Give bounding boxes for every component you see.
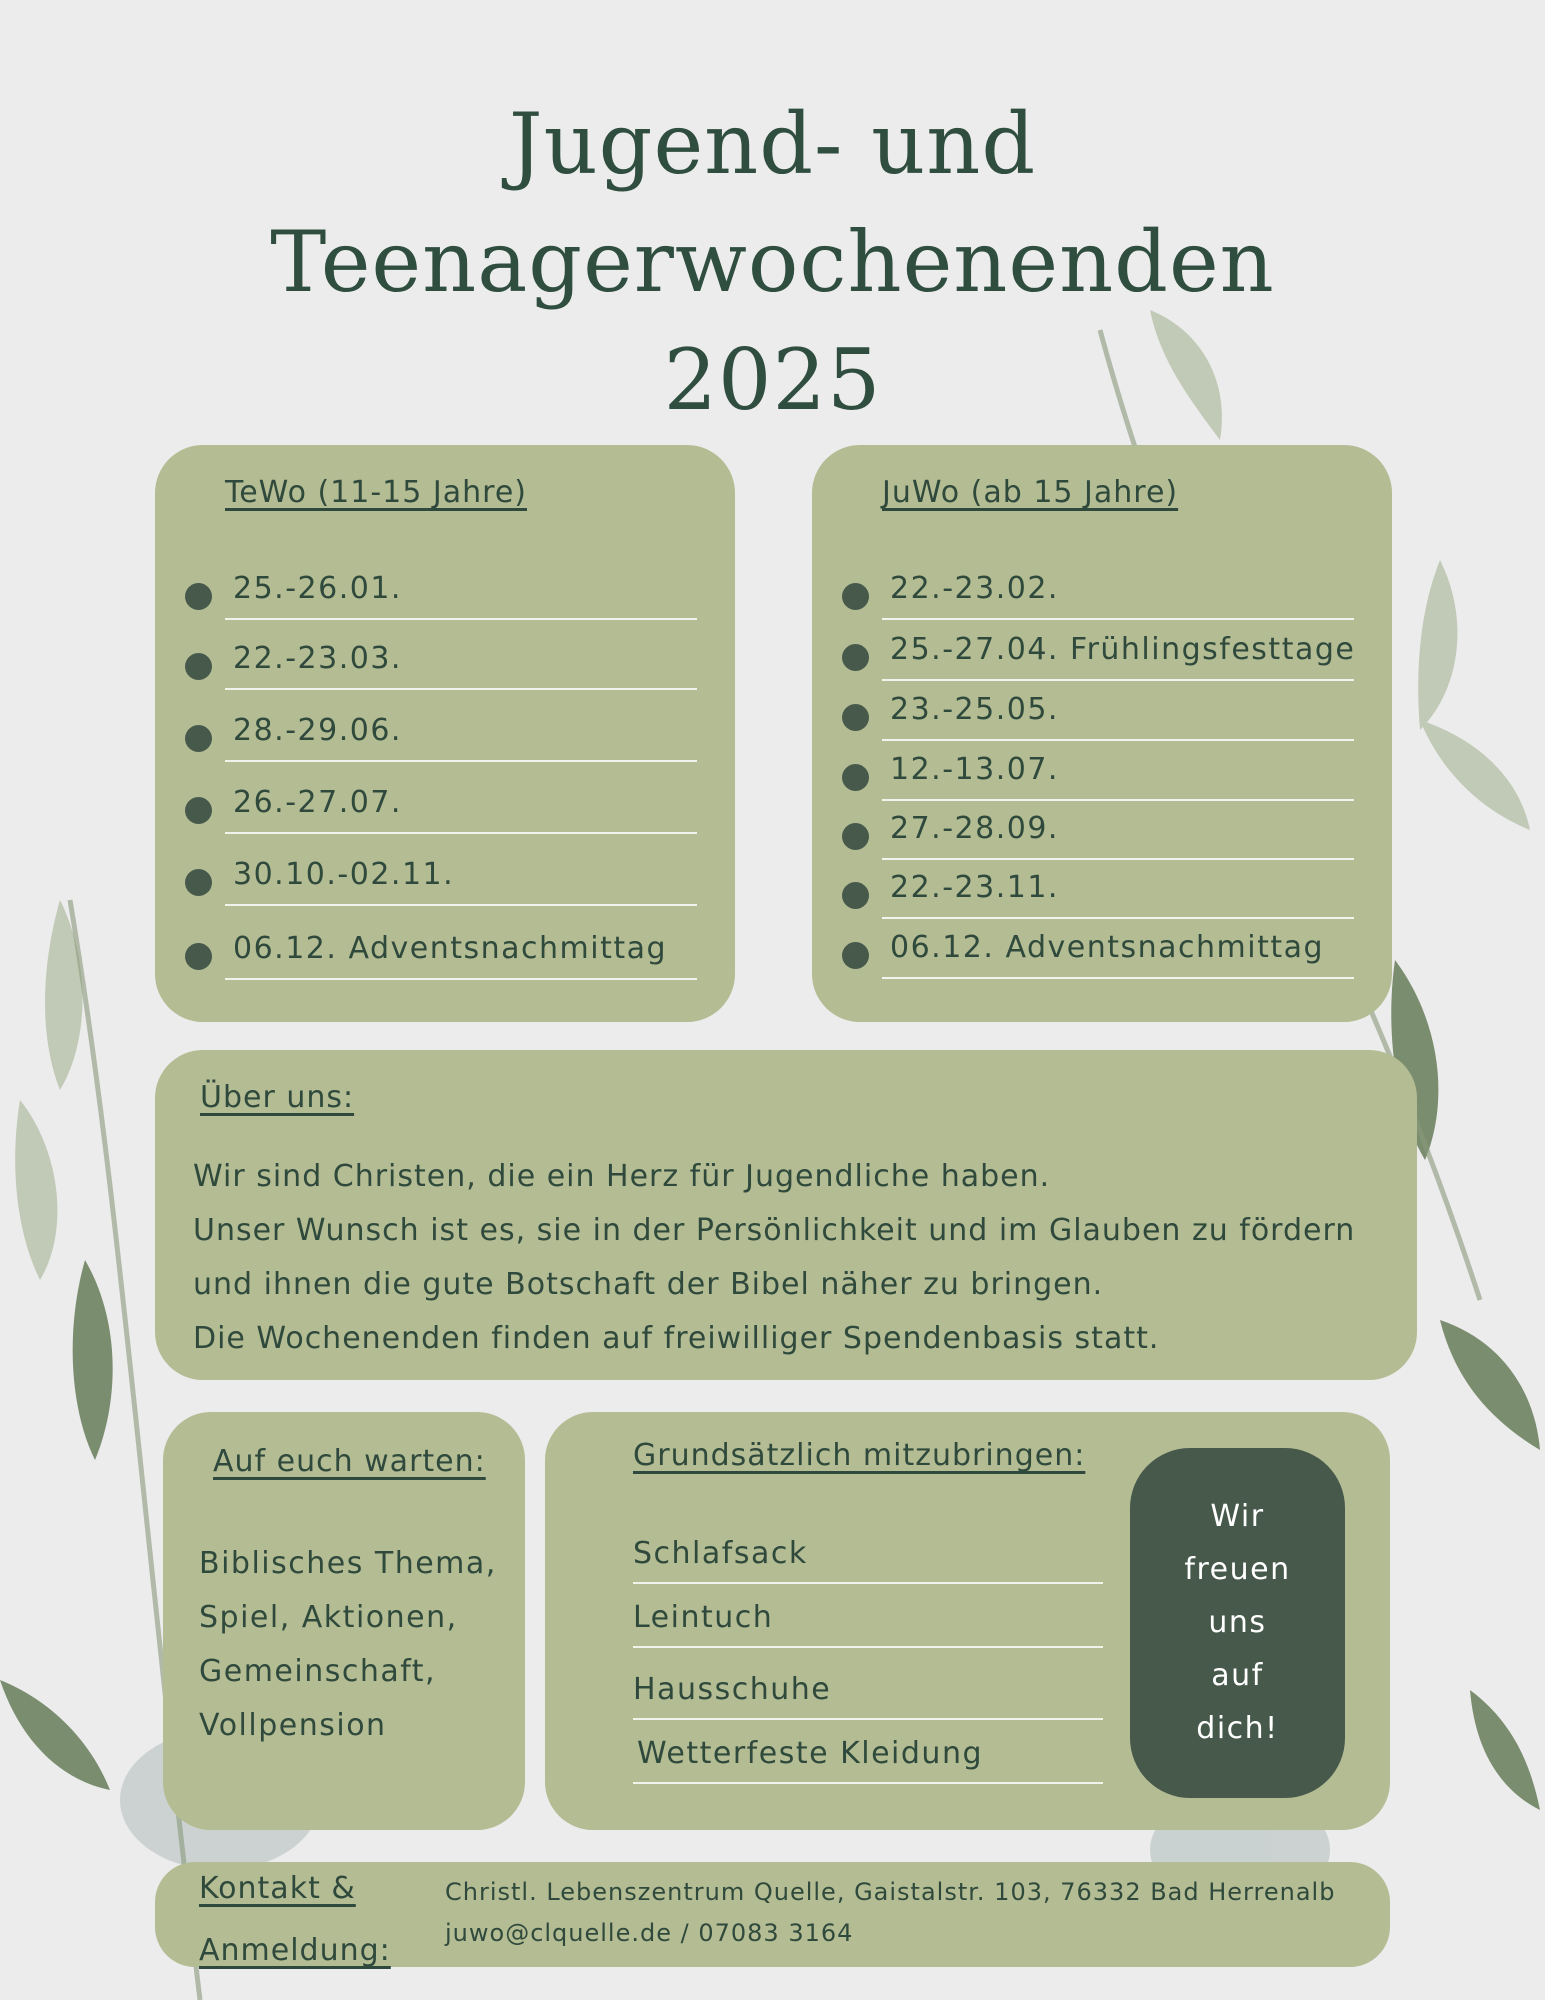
bring-item: Hausschuhe — [633, 1666, 1103, 1716]
welcome-badge — [1130, 1448, 1345, 1798]
about-text — [193, 1150, 1355, 1366]
bring-item: Schlafsack — [633, 1530, 1103, 1580]
contact-label-line: Anmeldung: — [199, 1933, 391, 1968]
bullet-icon — [842, 644, 869, 671]
juwo-date-item: 23.-25.05. — [842, 686, 1362, 736]
contact-label — [199, 1858, 391, 1982]
tewo-date-item: 22.-23.03. — [185, 635, 705, 685]
tewo-title: TeWo (11-15 Jahre) — [225, 475, 527, 510]
contact-email-phone[interactable]: juwo@clquelle.de / 07083 3164 — [445, 1919, 854, 1947]
juwo-date-item: 22.-23.02. — [842, 565, 1362, 615]
bullet-icon — [185, 653, 212, 680]
contact-card — [155, 1862, 1390, 1967]
waiting-line: Spiel, Aktionen, — [199, 1600, 458, 1635]
juwo-date-item: 12.-13.07. — [842, 746, 1362, 796]
bullet-icon — [842, 704, 869, 731]
tewo-date-item: 06.12. Adventsnachmittag — [185, 925, 705, 975]
contact-address: Christl. Lebenszentrum Quelle, Gaistalstr. 103, 76332 Bad Herrenalb — [445, 1878, 1336, 1906]
bullet-icon — [842, 583, 869, 610]
badge-line: freuen — [1184, 1552, 1291, 1587]
waiting-title: Auf euch warten: — [213, 1444, 486, 1479]
juwo-date-item: 25.-27.04. Frühlingsfesttage — [842, 626, 1362, 676]
bullet-icon — [842, 823, 869, 850]
juwo-date-item: 22.-23.11. — [842, 864, 1362, 914]
bullet-icon — [185, 869, 212, 896]
badge-line: auf — [1211, 1658, 1264, 1693]
bring-item: Leintuch — [633, 1594, 1103, 1644]
waiting-text — [199, 1537, 497, 1753]
badge-line: uns — [1208, 1605, 1267, 1640]
tewo-date-item: 30.10.-02.11. — [185, 851, 705, 901]
about-line: Unser Wunsch ist es, sie in der Persönlichkeit und im Glauben zu fördern — [193, 1213, 1356, 1248]
about-card — [155, 1050, 1417, 1380]
about-line: Wir sind Christen, die ein Herz für Jugendliche haben. — [193, 1159, 1051, 1194]
bullet-icon — [185, 725, 212, 752]
title-line-3: 2025 — [663, 331, 882, 429]
contact-label-line: Kontakt & — [199, 1871, 356, 1906]
tewo-date-item: 28.-29.06. — [185, 707, 705, 757]
juwo-title: JuWo (ab 15 Jahre) — [882, 475, 1179, 510]
bullet-icon — [185, 583, 212, 610]
waiting-line: Biblisches Thema, — [199, 1546, 497, 1581]
tewo-date-item: 26.-27.07. — [185, 779, 705, 829]
about-line: und ihnen die gute Botschaft der Bibel näher zu bringen. — [193, 1267, 1104, 1302]
tewo-card — [155, 445, 735, 1022]
juwo-date-item: 06.12. Adventsnachmittag — [842, 924, 1362, 974]
bullet-icon — [185, 797, 212, 824]
waiting-line: Vollpension — [199, 1708, 387, 1743]
badge-line: dich! — [1196, 1711, 1279, 1746]
title-line-2: Teenagerwochenenden — [270, 213, 1275, 311]
juwo-card — [812, 445, 1392, 1022]
title-line-1: Jugend- und — [508, 95, 1037, 193]
page-title — [0, 85, 1545, 439]
bring-title: Grundsätzlich mitzubringen: — [633, 1438, 1086, 1473]
waiting-line: Gemeinschaft, — [199, 1654, 437, 1689]
waiting-card — [163, 1412, 525, 1830]
bring-item: Wetterfeste Kleidung — [633, 1730, 1103, 1780]
juwo-date-item: 27.-28.09. — [842, 805, 1362, 855]
badge-line: Wir — [1210, 1499, 1265, 1534]
about-line: Die Wochenenden finden auf freiwilliger Spendenbasis statt. — [193, 1321, 1160, 1356]
contact-details — [445, 1872, 1335, 1954]
bullet-icon — [842, 764, 869, 791]
tewo-date-item: 25.-26.01. — [185, 565, 705, 615]
bullet-icon — [185, 943, 212, 970]
bullet-icon — [842, 882, 869, 909]
bullet-icon — [842, 942, 869, 969]
about-title: Über uns: — [200, 1080, 355, 1115]
